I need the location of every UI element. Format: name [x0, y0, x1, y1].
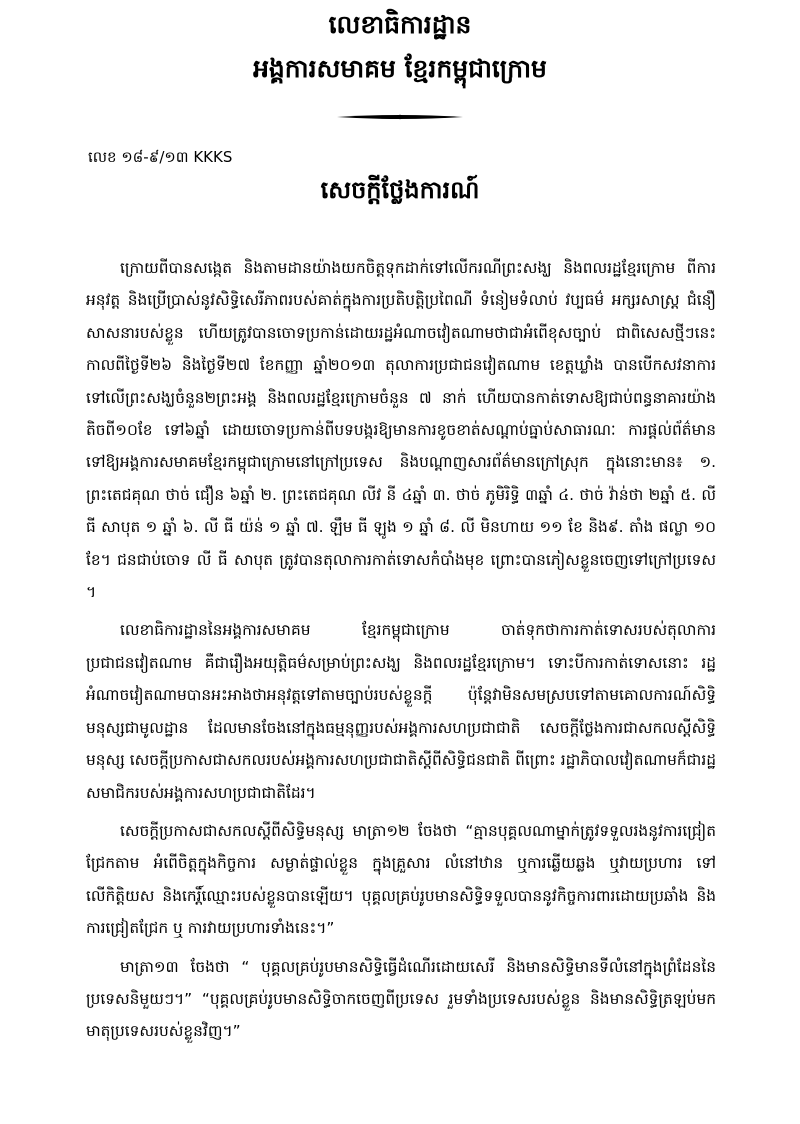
- paragraph-1: ក្រោយពីបានសង្កេត និងតាមដានយ៉ាងយកចិត្តទុកដាក់ទៅលើករណីព្រះសង្ឃ និងពលរដ្ឋខ្មែរក្រោម ពីការអនុវត្ត និងប្រើប្រាស់នូវសិទ្ធិសេរីភាពរបស់គាត់ក្នុងការប្រតិបត្តិប្រពៃណី ទំនៀមទំលាប់ វប្បធម៌ អក្សរសាស្ត្រ ជំនឿសាសនារបស់ខ្លួន ហើយត្រូវបានចោទប្រកាន់ដោយរដ្ឋអំណាចវៀតណាមថាជាអំពើខុសច្បាប់ ជាពិសេសថ្មីៗនេះ កាលពីថ្ងៃទី២៦ និងថ្ងៃទី២៧ ខែកញ្ញា ឆ្នាំ២០១៣ តុលាការប្រជាជនវៀតណាម ខេត្តឃ្លាំង បានបើកសវនាការទៅលើព្រះសង្ឃចំនួន២ព្រះអង្គ និងពលរដ្ឋខ្មែរក្រោមចំនួន ៧ នាក់ ហើយបានកាត់ទោសឱ្យជាប់ពន្ធនាគារយ៉ាងតិចពី១០ខែ ទៅ៦ឆ្នាំ ដោយចោទប្រកាន់ពីបទបង្ករឱ្យមានការខូចខាត់សណ្តាប់ធ្នាប់សាធារណៈ ការផ្តល់ព័ត៌មានទៅឱ្យអង្គការសមាគមខ្មែរកម្ពុជាក្រោមនៅក្រៅប្រទេស និងបណ្តាញសារព័ត៌មានក្រៅស្រុក ក្នុងនោះមាន៖ ១. ព្រះតេជគុណ ថាច់ ជឿន ៦ឆ្នាំ ២. ព្រះតេជគុណ លីវ នី ៤ឆ្នាំ ៣. ថាច់ ភូមិរិទ្ធិ ៣ឆ្នាំ ៤. ថាច់ វ៉ាន់ថា ២ឆ្នាំ ៥. លី ធី សាបុត ១ ឆ្នាំ ៦. លី ធី យ៉ន់ ១ ឆ្នាំ ៧. ឡឹម ធី ឡូង ១ ឆ្នាំ ៨. លី មិនហាយ ១១ ខែ និង៩. តាំង ផល្លា ១០ ខែ។ ជនជាប់ចោទ លី ធី សាបុត ត្រូវបានតុលាការកាត់ទោសកំបាំងមុខ ព្រោះបានភៀសខ្លួនចេញទៅក្រៅប្រទេស ។: [86, 259, 716, 602]
- document-body: [86, 252, 716, 1054]
- reference-number: លេខ ១៨-៩/១៣ KKKS: [88, 148, 233, 166]
- organization-header-line2: អង្គការសមាគម ខ្មែរកម្ពុជាក្រោម: [253, 54, 547, 83]
- organization-header-line1: លេខាធិការដ្ឋាន: [328, 10, 472, 39]
- paragraph-4: មាត្រា១៣ ចែងថា “ បុគ្គលគ្រប់រូបមានសិទ្ធិធ្វើដំណើរដោយសេរី និងមានសិទ្ធិមានទីលំនៅក្នុងព្រំដែននៃប្រទេសនិមួយៗ។” “បុគ្គលគ្រប់រូបមានសិទ្ធិចាកចេញពីប្រទេស រួមទាំងប្រទេសរបស់ខ្លួន និងមានសិទ្ធិត្រឡប់មកមាតុប្រទេសរបស់ខ្លួនវិញ។”: [86, 957, 716, 1041]
- ornament-divider-icon: [335, 112, 465, 122]
- paragraph-2: លេខាធិការដ្ឋាននៃអង្គការសមាគម ខ្មែរកម្ពុជាក្រោម ចាត់ទុកថាការកាត់ទោសរបស់តុលាការប្រជាជនវៀតណាម គឺជារឿងអយុត្តិធម៌សម្រាប់ព្រះសង្ឃ និងពលរដ្ឋខ្មែរក្រោម។ ទោះបីការកាត់ទោសនោះ រដ្ឋអំណាចវៀតណាមបានអះអាងថាអនុវត្តទៅតាមច្បាប់របស់ខ្លួនក្តី ប៉ុន្តែវាមិនសមស្របទៅតាមគោលការណ៍សិទ្ធិមនុស្សជាមូលដ្ឋាន ដែលមានចែងនៅក្នុងធម្មនុញ្ញរបស់អង្គការសហប្រជាជាតិ សេចក្តីថ្លែងការជាសកលស្តីសិទ្ធិមនុស្ស សេចក្តីប្រកាសជាសកលរបស់អង្គការសហប្រជាជាតិស្តីពីសិទ្ធិជនជាតិ ពីព្រោះ រដ្ឋាភិបាលវៀតណាមក៏ជារដ្ឋសមាជិករបស់អង្គការសហប្រជាជាតិដែរ។: [86, 621, 716, 802]
- document-title: សេចក្តីថ្លែងការណ៍: [320, 176, 480, 204]
- paragraph-3: សេចក្តីប្រកាសជាសកលស្តីពីសិទ្ធិមនុស្ស មាត្រា១២ ចែងថា “គ្មានបុគ្គលណាម្នាក់ត្រូវទទួលរងនូវការជ្រៀតជ្រែកតាម អំពើចិត្តក្នុងកិច្ចការ សម្ងាត់ផ្ទាល់ខ្លួន ក្នុងគ្រួសារ លំនៅឋាន ឬការឆ្លើយឆ្លង ឬវាយប្រហារ ទៅលើកិត្តិយស និងកេរ្តិ៍ឈ្មោះរបស់ខ្លួនបានឡើយ។ បុគ្គលគ្រប់រូបមានសិទ្ធិទទួលបាននូវកិច្ចការពារដោយប្រឆាំង និងការជ្រៀតជ្រែក ឬ ការវាយប្រហារទាំងនេះ។”: [86, 821, 716, 938]
